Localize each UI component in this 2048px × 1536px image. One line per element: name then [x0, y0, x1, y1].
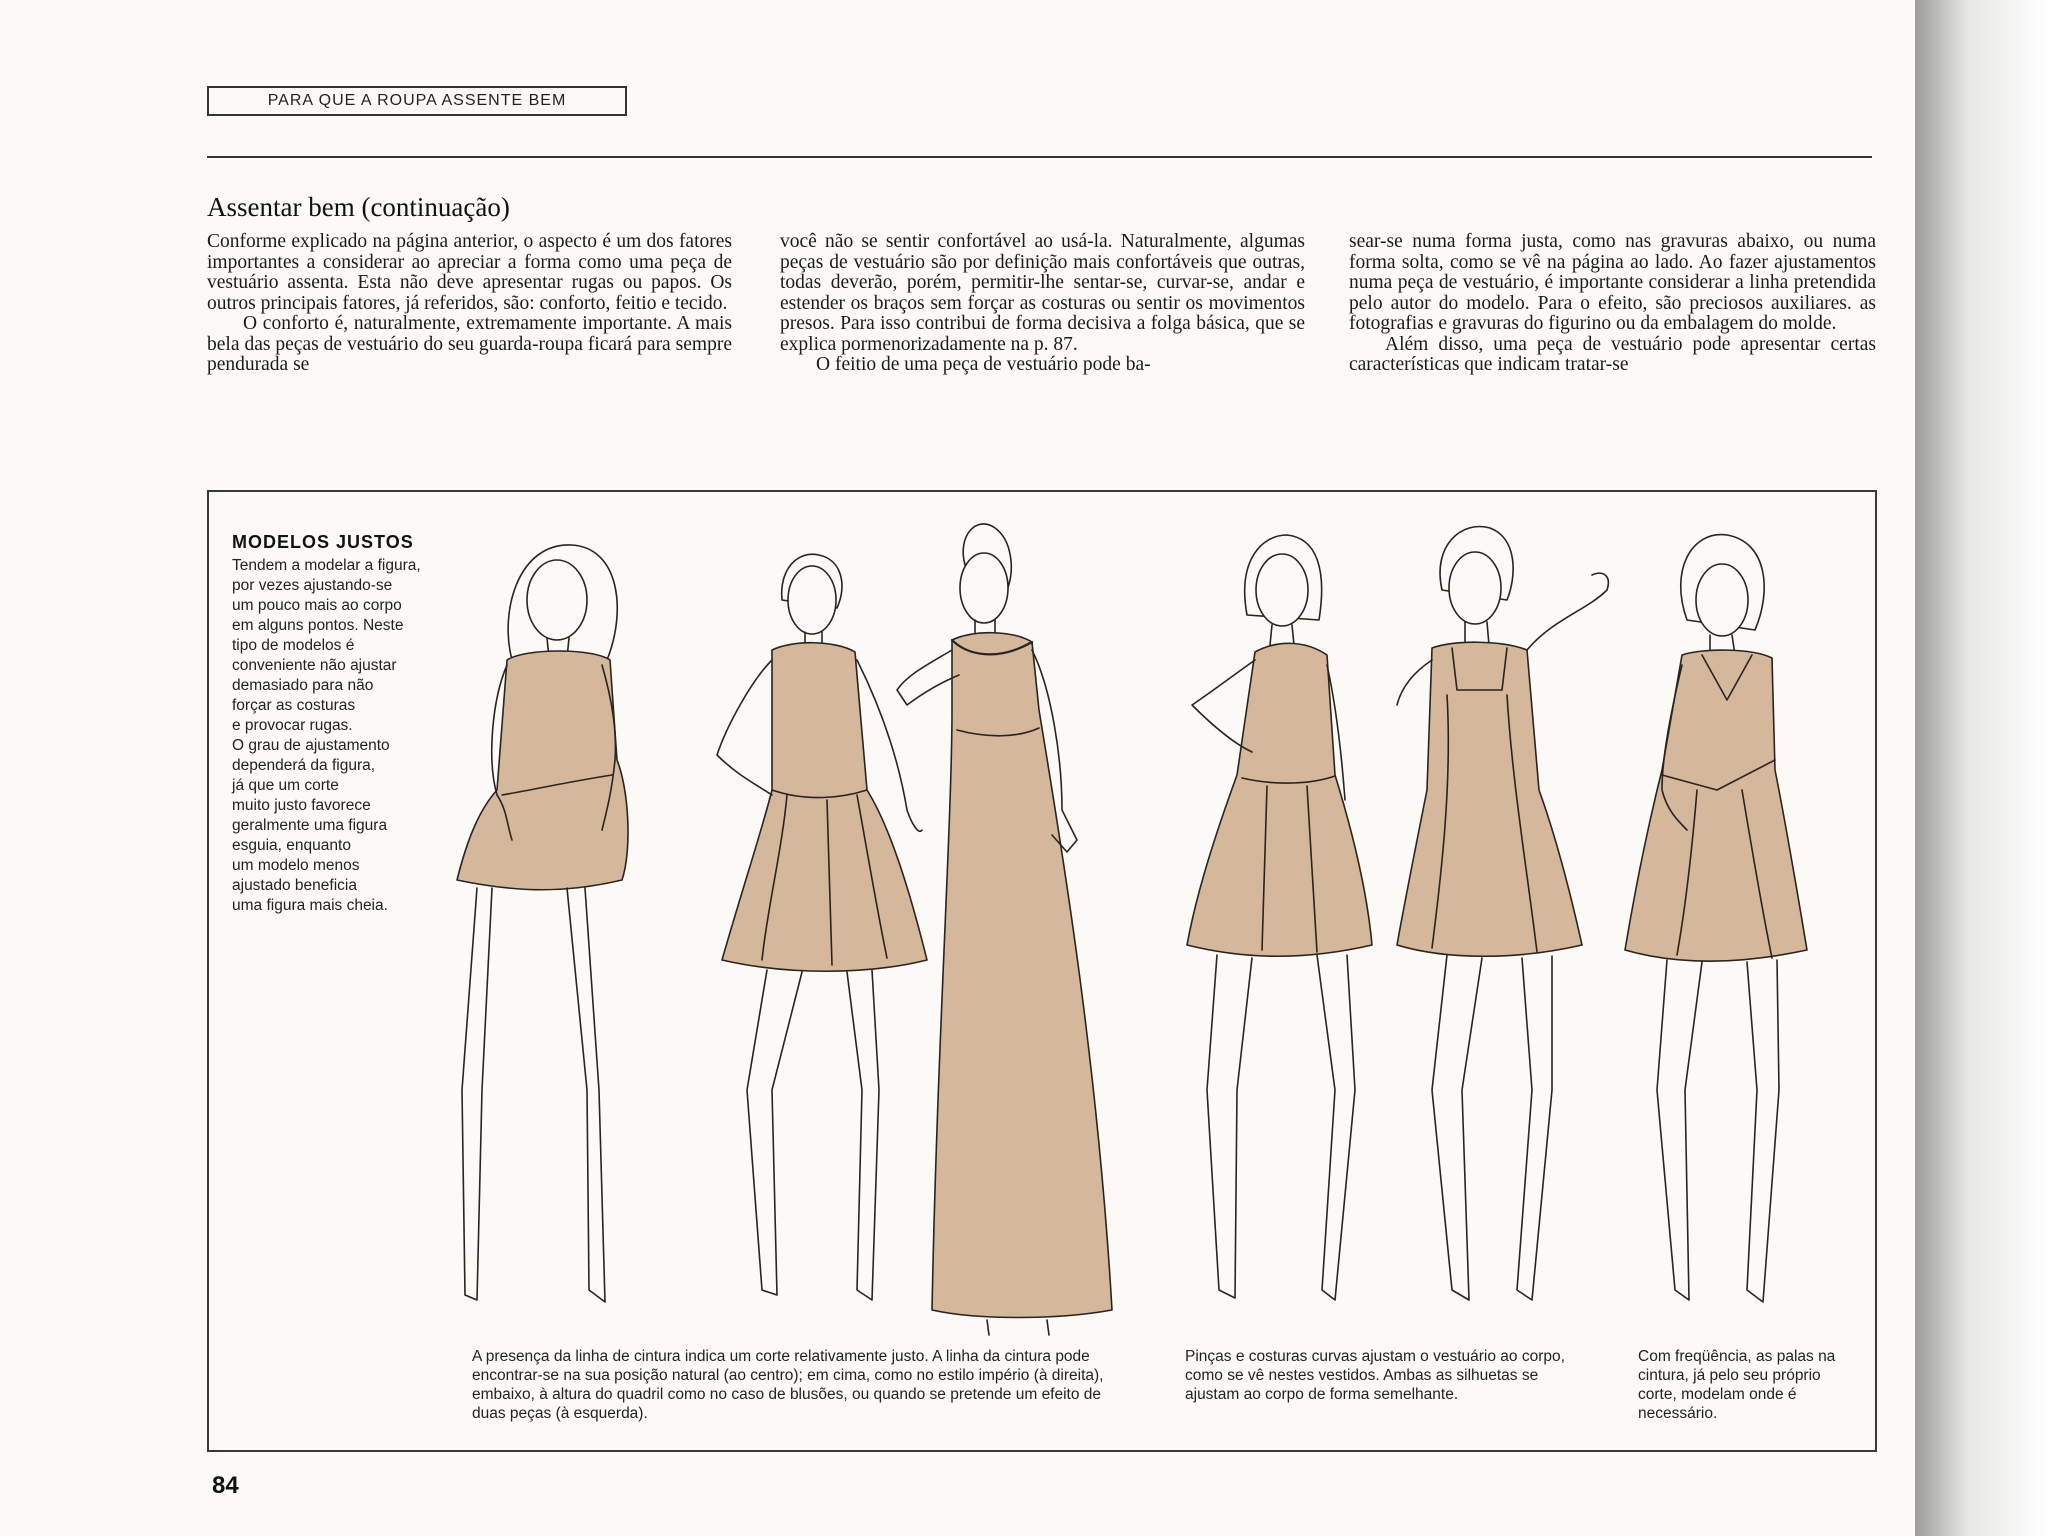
header-rule	[207, 156, 1872, 158]
figure-natural-waist-dress	[717, 554, 927, 1300]
text-column-3	[1349, 232, 1876, 376]
section-title: Assentar bem (continuação)	[207, 192, 510, 222]
page-number: 84	[212, 1472, 239, 1499]
paragraph: sear-se numa forma justa, como nas gravuras abaixo, ou numa forma solta, como se vê na página ao lado. Ao fazer ajustamentos numa peça de vestuário, é importante considerar a linha pretendida pelo autor do modelo. Para o efeito, são preciosos auxiliares. as fotografias e gravuras do figurino ou da embalagem do molde.	[1349, 231, 1876, 334]
caption-yokes: Com freqüência, as palas na cintura, já pelo seu próprio corte, modelam onde é necessário.	[1638, 1348, 1836, 1422]
figure-darted-dress	[1187, 535, 1372, 1300]
caption-darts-seams: Pinças e costuras curvas ajustam o vestuário ao corpo, como se vê nestes vestidos. Ambas as silhuetas se ajustam ao corpo de forma semelhante.	[1185, 1348, 1565, 1403]
sidebar-body: Tendem a modelar a figura, por vezes ajustando-se um pouco mais ao corpo em alguns pontos. Neste tipo de modelos é conveniente não ajustar demasiado para não forçar as costuras e provocar rugas. O grau de ajustamento dependerá da figura, já que um corte muito justo favorece geralmente uma figura esguia, enquanto um modelo menos ajustado beneficia uma figura mais cheia.	[232, 557, 421, 914]
page-gutter-shadow	[1915, 0, 2048, 1536]
text-column-1	[207, 232, 732, 376]
paragraph: Conforme explicado na página anterior, o aspecto é um dos fatores importantes a considerar ao apreciar a forma como uma peça de vestuário assenta. Esta não deve apresentar rugas ou papos. Os outros principais fatores, já referidos, são: conforto, feitio e tecido.	[207, 231, 732, 314]
caption-waistline: A presença da linha de cintura indica um corte relativamente justo. A linha da cintura pode encontrar-se na sua posição natural (ao centro); em cima, como no estilo império (à direita), embaixo, à altura do quadril como no caso de blusões, ou quando se pretende um efeito de duas peças (à esquerda).	[472, 1348, 1104, 1422]
fashion-illustrations	[207, 490, 1877, 1452]
paragraph: O conforto é, naturalmente, extremamente importante. A mais bela das peças de vestuário do seu guarda-roupa ficará para sempre pendurada se	[207, 313, 732, 375]
running-head: PARA QUE A ROUPA ASSENTE BEM	[207, 86, 627, 116]
sidebar-modelos-justos	[232, 532, 452, 916]
paragraph: você não se sentir confortável ao usá-la. Naturalmente, algumas peças de vestuário são por definição mais confortáveis que outras, todas deverão, porém, permitir-lhe sentar-se, curvar-se, andar e estender os braços sem forçar as costuras ou sentir os movimentos presos. Para isso contribui de forma decisiva a folga básica, que se explica pormenorizadamente na p. 87.	[780, 231, 1305, 355]
paragraph: Além disso, uma peça de vestuário pode apresentar certas características que indicam tratar-se	[1349, 333, 1876, 375]
figure-princess-seam-dress	[1397, 527, 1608, 1300]
figure-yoke-waist-dress	[1625, 535, 1807, 1302]
figure-dropped-waist-dress	[457, 545, 628, 1302]
sidebar-heading: MODELOS JUSTOS	[232, 532, 414, 552]
paragraph: O feitio de uma peça de vestuário pode ba-	[816, 354, 1151, 375]
text-column-2	[780, 232, 1305, 376]
figure-empire-line-gown	[897, 524, 1112, 1335]
